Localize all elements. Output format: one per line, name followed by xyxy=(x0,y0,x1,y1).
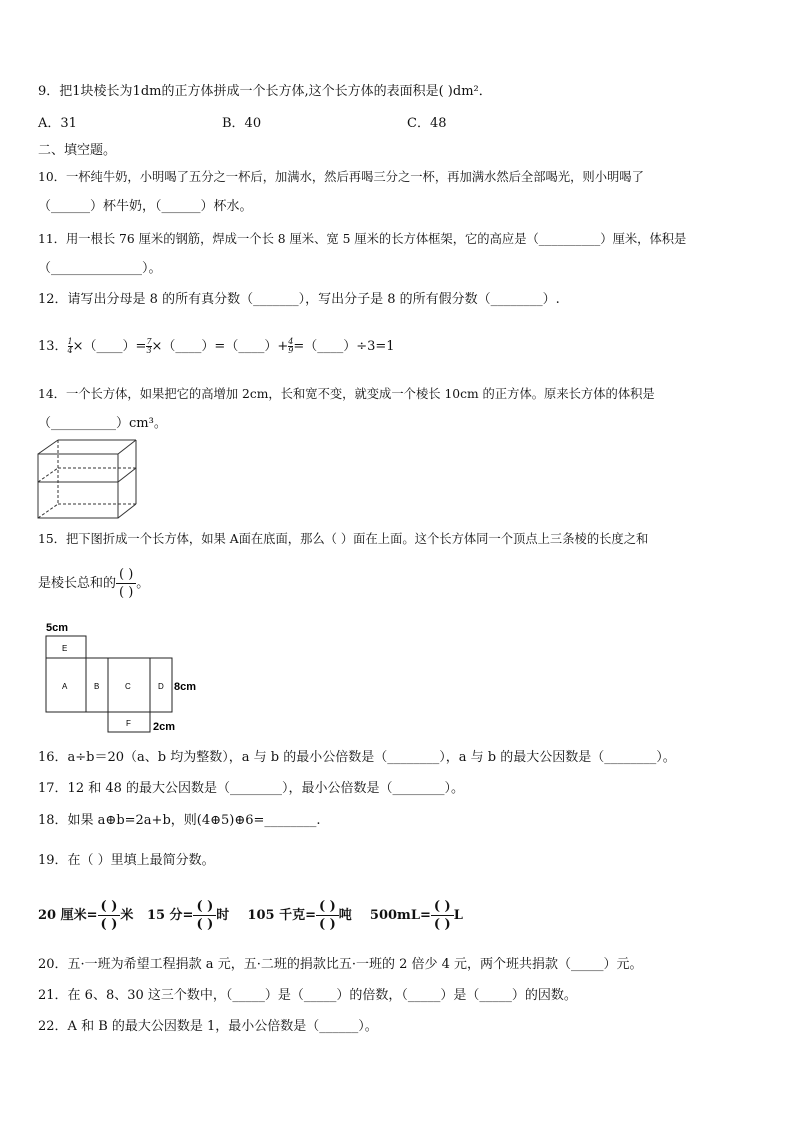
q13-prefix: 13． xyxy=(38,339,68,354)
q15-fraction-blank xyxy=(116,566,136,601)
question-11-line-1: 11．用一根长 76 厘米的钢筋，焊成一个长 8 厘米、宽 5 厘米的长方体框架，它的高应是（__________）厘米，体积是 xyxy=(38,232,687,246)
q19-item-4-prefix: 500mL= xyxy=(369,908,431,923)
question-14-line-1: 14．一个长方体，如果把它的高增加 2cm，长和宽不变，就变成一个棱长 10cm 的正方体。原来长方体的体积是 xyxy=(38,387,655,401)
face-f-label: F xyxy=(126,719,131,728)
q13-part-3: =（____）÷3=1 xyxy=(293,339,395,354)
question-13 xyxy=(38,338,395,355)
q19-item-3-fraction xyxy=(316,898,339,933)
question-11-line-2: （______________）。 xyxy=(38,261,162,276)
question-22: 22．A 和 B 的最大公因数是 1，最小公倍数是（______）。 xyxy=(38,1019,378,1034)
q19-item-2-prefix: 15 分= xyxy=(146,908,194,923)
face-a-label: A xyxy=(62,682,68,691)
q9-option-a: A．31 xyxy=(38,116,77,131)
q19-item-1-num: ( ) xyxy=(98,898,121,916)
section-heading-fill-blank: 二、填空题。 xyxy=(38,143,117,158)
net-top-label: 5cm xyxy=(46,622,69,634)
question-18: 18．如果 a⊕b=2a+b，则(4⊕5)⊕6=________. xyxy=(38,813,321,828)
q13-f3-den: 9 xyxy=(288,346,294,355)
question-19: 19．在（ ）里填上最简分数。 xyxy=(38,853,215,868)
q19-item-3-num: ( ) xyxy=(316,898,339,916)
question-15-line-1: 15．把下图折成一个长方体，如果 A面在底面，那么（ ）面在上面。这个长方体同一个顶点上三条棱的长度之和 xyxy=(38,532,649,546)
q13-f1-num: 1 xyxy=(67,337,73,346)
q19-item-4-den: ( ) xyxy=(433,917,451,932)
q19-item-4-suffix: L xyxy=(453,908,463,923)
question-10-line-1: 10．一杯纯牛奶，小明喝了五分之一杯后，加满水，然后再喝三分之一杯，再加满水然后全部喝光，则小明喝了 xyxy=(38,170,644,184)
q15-frac-den: ( ) xyxy=(119,585,134,600)
question-14-line-2: （__________）cm³。 xyxy=(38,416,167,431)
q19-item-3-suffix: 吨 xyxy=(338,908,352,923)
q19-item-1-suffix: 米 xyxy=(120,908,134,923)
q13-f2-den: 3 xyxy=(146,346,152,355)
question-21: 21．在 6、8、30 这三个数中，（_____）是（_____）的倍数，（_____）是（_____）的因数。 xyxy=(38,988,577,1003)
q13-part-2: ×（____）=（____）+ xyxy=(151,339,289,354)
face-b-label: B xyxy=(94,682,100,691)
q19-item-4-fraction xyxy=(431,898,454,933)
q19-items-row xyxy=(38,898,463,933)
q19-item-2-num: ( ) xyxy=(193,898,216,916)
q19-item-2-fraction xyxy=(193,898,216,933)
cuboid-figure xyxy=(36,438,138,522)
q9-option-b: B．40 xyxy=(222,116,262,131)
q15-line2-suffix: 。 xyxy=(136,576,150,591)
question-20: 20．五·一班为希望工程捐款 a 元，五·二班的捐款比五·一班的 2 倍少 4 元，两个班共捐款（_____）元。 xyxy=(38,957,643,972)
face-e-label: E xyxy=(62,644,68,653)
q13-f2-num: 7 xyxy=(146,337,152,346)
cuboid-net-figure xyxy=(38,618,218,738)
q19-item-1-fraction xyxy=(98,898,121,933)
q19-item-2-suffix: 时 xyxy=(216,908,230,923)
q19-item-3-den: ( ) xyxy=(318,917,336,932)
q13-part-1: ×（____）= xyxy=(72,339,147,354)
q15-frac-num: ( ) xyxy=(116,566,136,584)
q15-line2-prefix: 是棱长总和的 xyxy=(38,576,117,591)
q19-item-1-prefix: 20 厘米= xyxy=(38,908,98,923)
q9-option-c: C．48 xyxy=(407,116,447,131)
q19-item-4-num: ( ) xyxy=(431,898,454,916)
q13-f3-num: 4 xyxy=(288,337,294,346)
q19-item-1-den: ( ) xyxy=(100,917,118,932)
q13-f1-den: 4 xyxy=(67,346,73,355)
net-right-label: 8cm xyxy=(174,681,197,693)
question-12: 12．请写出分母是 8 的所有真分数（_______），写出分子是 8 的所有假分数（________）. xyxy=(38,292,560,307)
face-c-label: C xyxy=(125,682,131,691)
q19-item-3-prefix: 105 千克= xyxy=(247,908,316,923)
question-16: 16．a÷b＝20（a、b 均为整数），a 与 b 的最小公倍数是（________），a 与 b 的最大公因数是（________）。 xyxy=(38,750,676,765)
question-9: 9．把1块棱长为1dm的正方体拼成一个长方体,这个长方体的表面积是( )dm²． xyxy=(38,84,492,99)
question-10-line-2: （______）杯牛奶，（______）杯水。 xyxy=(38,199,253,214)
question-17: 17．12 和 48 的最大公因数是（________），最小公倍数是（________）。 xyxy=(38,781,465,796)
face-d-label: D xyxy=(158,682,164,691)
net-bottom-label: 2cm xyxy=(153,721,176,733)
question-15-line-2 xyxy=(38,566,149,601)
q19-item-2-den: ( ) xyxy=(196,917,214,932)
